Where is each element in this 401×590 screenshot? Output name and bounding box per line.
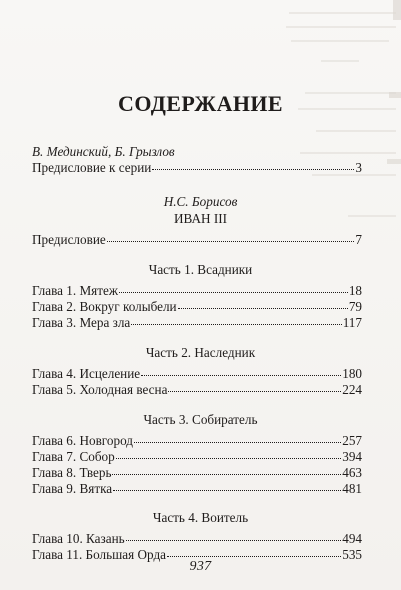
page-title: СОДЕРЖАНИЕ [118,91,283,116]
dot-leader [113,490,341,491]
book-author: Н.С. Борисов [163,194,238,209]
toc-title: Глава 5. Холодная весна [32,382,168,397]
dot-leader [168,391,341,392]
toc-page-number: 463 [342,465,362,480]
toc-title: Глава 6. Новгород [32,433,133,448]
toc-title: Глава 10. Казань [32,531,125,546]
toc-title: Глава 9. Вятка [32,481,113,496]
dot-leader [134,442,341,443]
toc-page-number: 481 [342,481,362,496]
toc-page-number: 494 [342,531,362,546]
dot-leader [131,324,341,325]
toc-page-number: 7 [355,232,362,247]
part-heading: Часть 3. Собиратель [143,412,258,427]
toc-page-number: 18 [348,283,362,298]
dot-leader [107,241,355,242]
part-heading: Часть 1. Всадники [148,262,253,277]
dot-leader [152,169,354,170]
toc-page-number: 257 [342,433,362,448]
toc-page-number: 535 [342,547,362,562]
toc-page-number: 117 [342,315,362,330]
toc-title: Глава 3. Мера зла [32,315,131,330]
toc-page-number: 180 [342,366,362,381]
toc-page-number: 3 [355,160,362,175]
toc-page-number: 79 [348,299,362,314]
part-heading: Часть 2. Наследник [145,345,256,360]
toc-row-chapter-9 [32,481,362,497]
toc-row-chapter-10 [32,531,362,547]
toc-title: Глава 11. Большая Орда [32,547,167,562]
dot-leader [112,474,341,475]
toc-row-chapter-8 [32,465,362,481]
toc-page-number: 394 [342,449,362,464]
toc-row-series-preface [32,160,362,176]
toc-page-number: 224 [342,382,362,397]
toc-title: Предисловие к серии [32,160,152,175]
footer-page-number: 937 [189,559,212,574]
dot-leader [167,556,341,557]
toc-row-chapter-1 [32,283,362,299]
dot-leader [141,375,341,376]
toc-title: Предисловие [32,232,106,247]
toc-row-chapter-4 [32,366,362,382]
bleed-through-text [275,0,401,270]
toc-row-chapter-7 [32,449,362,465]
toc-row-chapter-3 [32,315,362,331]
toc-row-chapter-5 [32,382,362,398]
dot-leader [126,540,342,541]
toc-row-book-preface [32,232,362,248]
toc-title: Глава 2. Вокруг колыбели [32,299,177,314]
dot-leader [178,308,348,309]
toc-title: Глава 8. Тверь [32,465,112,480]
dot-leader [119,292,348,293]
toc-row-chapter-2 [32,299,362,315]
toc-title: Глава 7. Собор [32,449,115,464]
dot-leader [116,458,341,459]
toc-title: Глава 1. Мятеж [32,283,118,298]
toc-title: Глава 4. Исцеление [32,366,141,381]
part-heading: Часть 4. Воитель [152,510,249,525]
series-authors: В. Мединский, Б. Грызлов [32,144,175,159]
book-title: ИВАН III [173,211,227,226]
toc-row-chapter-6 [32,433,362,449]
